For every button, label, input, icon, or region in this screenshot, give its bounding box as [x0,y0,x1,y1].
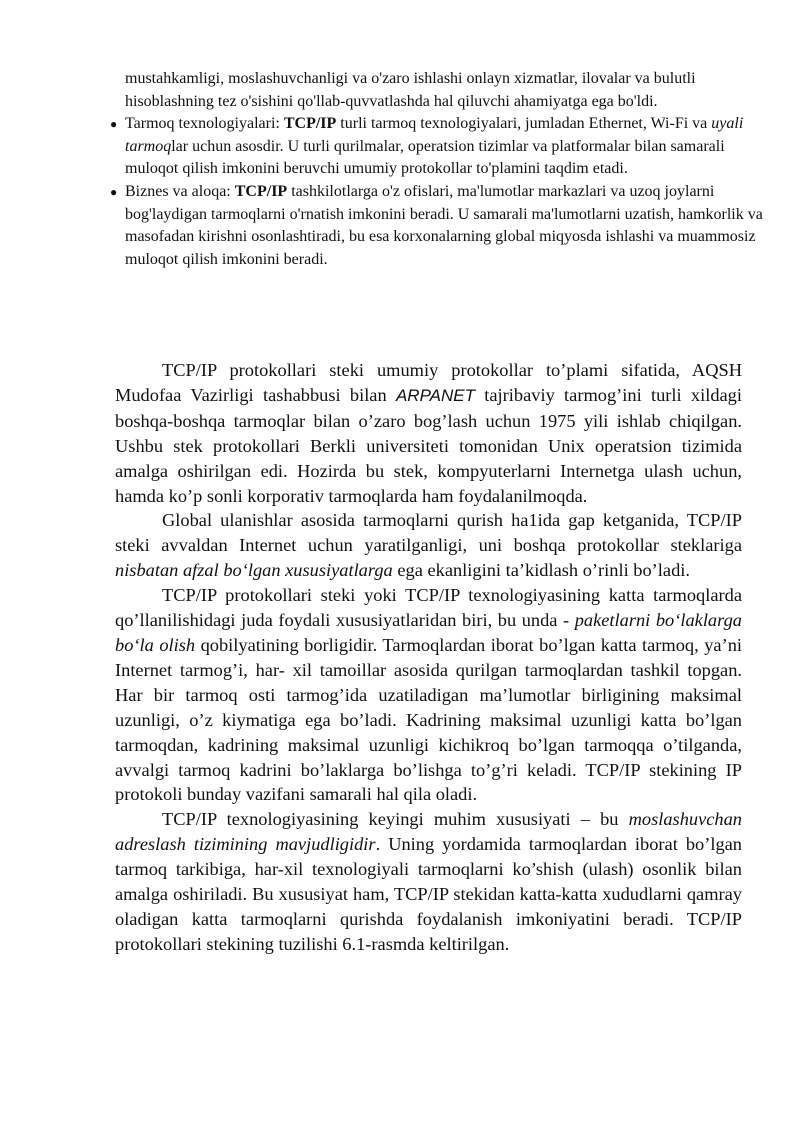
paragraph-text-end: ega ekanligini ta’kidlash o’rinli bo’ladi. [392,560,690,581]
paragraph-text-end: qobilyatining borligidir. Tarmoqlardan iborat bo’lgan katta tarmoq, ya’ni Internet tarmog’i, har- xil tamoillar asosida qurilgan tarmoqlardan tashkil topgan. Har bir tarmoq osti tarmog’ida uzatiladigan ma’lumotlar birligining maksimal uzunligi, o’z kiymatiga ega bo’ladi. Kadrining maksimal uzunligi katta bo’lgan tarmoqdan, kadrining maksimal uzunligi kichikroq bo’lgan tarmoqqa o’tilganda, avvalgi tarmoq kadrini bo’laklarga bo’lishga to’g’ri keladi. TCP/IP stekining IP protokoli bunday vazifani samarali hal qila oladi. [115,634,743,805]
paragraph-text: TCP/IP texnologiyasining keyingi muhim xususiyati – bu [162,809,629,830]
paragraph-addressing [115,807,742,956]
bullet-lead: Biznes va aloqa: [125,182,235,200]
bullet-continuation: mustahkamligi, moslashuvchanligi va o'zaro ishlashi onlayn xizmatlar, ilovalar va bulutli hisoblashning tez o'sishini qo'llab-quvvatlashda hal qiluvchi ahamiyatga ega bo'ldi. [125,70,696,110]
paragraph-italic: paketlarni bo‘laklarga bo‘la olish [115,610,742,655]
bullet-lead: Tarmoq texnologiyalari: [125,115,284,133]
arpanet-term: ARPANET [395,385,475,405]
bullet-icon: ● [110,117,118,132]
bullet-item-network-technologies [95,113,765,181]
paragraph-italic: moslashuvchan adreslash tizimining mavjudligidir [115,809,742,855]
paragraph-tcpip-history [115,358,742,508]
bullet-italic-term: uyali tarmoq [125,115,744,155]
bullet-text: tashkilotlarga o'z ofislari, ma'lumotlar markazlari va uzoq joylarni bog'laydigan tarmoqlarni o'rnatish imkonini beradi. U samarali ma'lumotlarni uzatish, hamkorlik va masofadan kirishni osonlashtiradi, bu esa korxonalarning global miqyosda ishlashi va muammosiz muloqot qilish imkonini beradi. [125,182,763,268]
bullet-bold-term: TCP/IP [283,115,337,133]
bullet-icon: ● [110,184,118,199]
paragraph-text-end: tajribaviy tarmog’ini turli xildagi boshqa-boshqa tarmoqlar bilan o’zaro bog’lash uchun 1975 yili ishlab chiqilgan. Ushbu stek protokollari Berkli universiteti tomonidan Unix operatsion tizimida amalga oshirilgan edi. Hozirda bu stek, kompyuterlarni Internetga ulash uchun, hamda ko’p sonli korporativ tarmoqlarda ham foydalanilmoqda. [115,384,742,506]
bullet-text-end: lar uchun asosdir. U turli qurilmalar, operatsion tizimlar va platformalar bilan samarali muloqot qilish imkonini beruvchi umumiy protokollar to'plamini taqdim etadi. [125,137,725,178]
bullet-text: turli tarmoq texnologiyalari, jumladan Ethernet, Wi-Fi va [336,115,712,133]
paragraph-text: TCP/IP protokollari steki umumiy protokollar to’plami sifatida, AQSH Mudofaa Vazirligi tashabbusi bilan [115,360,742,405]
paragraph-fragmentation [115,583,742,807]
paragraph-text: Global ulanishlar asosida tarmoqlarni qurish ha1ida gap ketganida, TCP/IP steki avvaldan Internet uchun yaratilganligi, uni boshqa protokollar steklariga [115,510,742,556]
bullet-section [95,68,765,271]
paragraph-text-end: . Uning yordamida tarmoqlardan iborat bo’lgan tarmoq tarkibiga, har-xil texnologiyali tarmoqlarni ko’shish (ulash) osonlik bilan amalga oshiriladi. Bu xususiyat ham, TCP/IP stekidan katta-katta xududlarni qamray oladigan katta tarmoqlarni qurishda foydalanish imkoniyatini beradi. TCP/IP protokollari stekining tuzilishi 6.1-rasmda keltirilgan. [115,834,742,954]
paragraph-global-networks [115,508,742,583]
bullet-bold-term: TCP/IP [234,182,288,200]
paragraph-italic: nisbatan afzal bo‘lgan xususiyatlarga [115,560,393,581]
paragraph-text: TCP/IP protokollari steki yoki TCP/IP texnologiyasining katta tarmoqlarda qo’llanilishidagi juda foydali xususiyatlaridan biri, bu unda - [115,585,742,631]
main-text [115,358,742,957]
bullet-item-business-communication [95,181,765,271]
